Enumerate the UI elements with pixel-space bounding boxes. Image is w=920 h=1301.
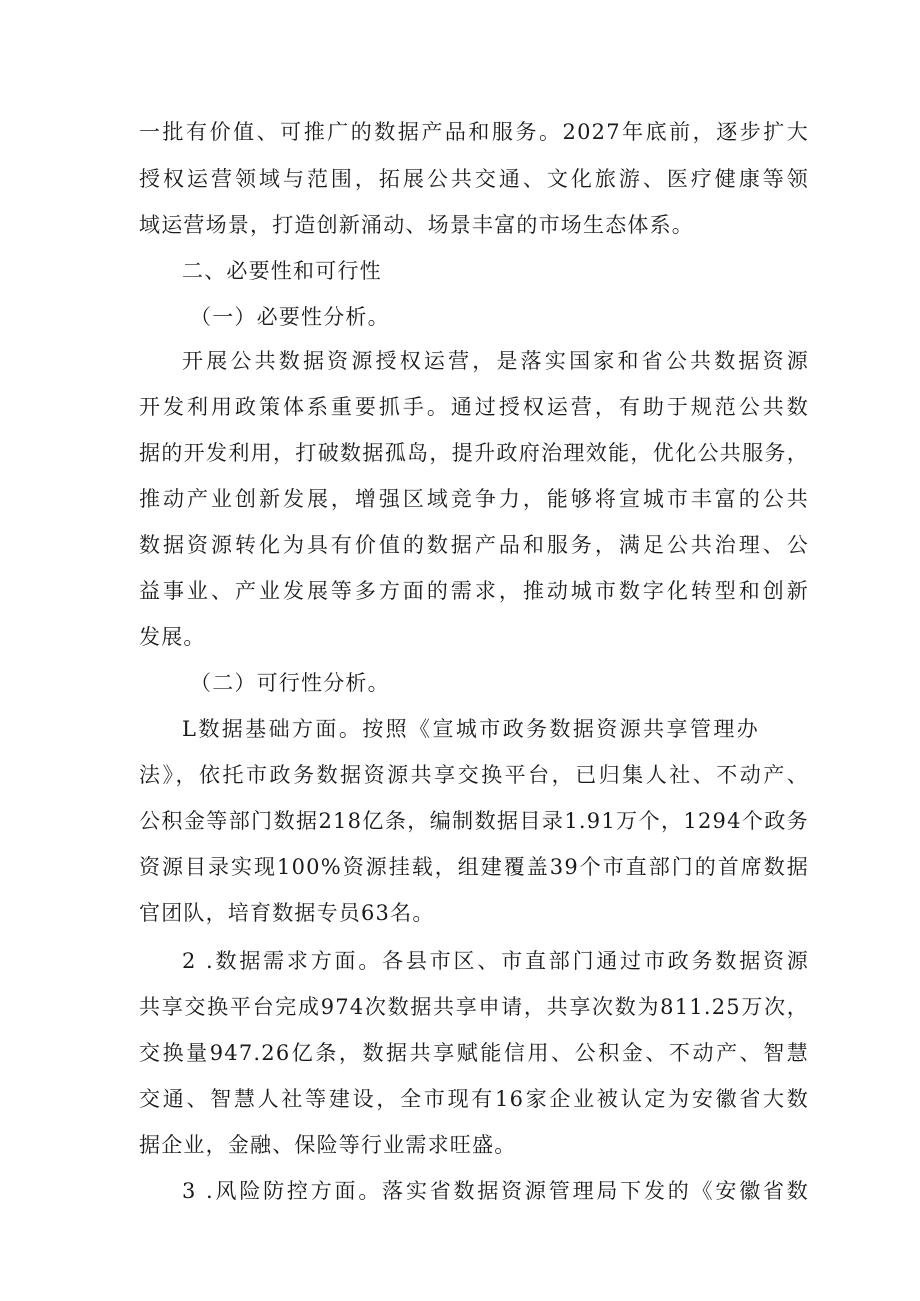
subsection-heading-2: （二）可行性分析。 [190,671,390,695]
text-line-24: 3 .风险防控方面。落实省数据资源管理局下发的《安徽省数 [182,1179,809,1203]
text-line-8: 据的开发利用，打破数据孤岛，提升政府治理效能，优化公共服务， [139,441,809,465]
section-heading-2: 二、必要性和可行性 [182,259,382,283]
text-line-17: 资源目录实现100%资源挂载，组建覆盖39个市直部门的首席数据 [139,855,809,879]
text-line-19: 2 .数据需求方面。各县市区、市直部门通过市政务数据资源 [182,949,809,973]
text-line-22: 交通、智慧人社等建设，全市现有16家企业被认定为安徽省大数 [139,1087,809,1111]
text-line-3: 域运营场景，打造创新涌动、场景丰富的市场生态体系。 [139,213,694,237]
text-line-18: 官团队，培育数据专员63名。 [139,901,435,925]
text-line-23: 据企业，金融、保险等行业需求旺盛。 [139,1133,517,1157]
text-line-7: 开发利用政策体系重要抓手。通过授权运营，有助于规范公共数 [139,395,809,419]
text-line-1: 一批有价值、可推广的数据产品和服务。2027年底前，逐步扩大 [139,120,809,144]
text-line-15: 法》，依托市政务数据资源共享交换平台，已归集人社、不动产、 [139,763,809,787]
text-line-14: L数据基础方面。按照《宣城市政务数据资源共享管理办 [182,717,759,741]
text-line-6: 开展公共数据资源授权运营，是落实国家和省公共数据资源 [182,349,809,373]
text-line-20: 共享交换平台完成974次数据共享申请，共享次数为811.25万次， [139,995,809,1019]
text-line-12: 发展。 [139,625,206,649]
text-line-21: 交换量947.26亿条，数据共享赋能信用、公积金、不动产、智慧 [139,1041,809,1065]
text-line-2: 授权运营领域与范围，拓展公共交通、文化旅游、医疗健康等领 [139,167,809,191]
text-line-16: 公积金等部门数据218亿条，编制数据目录1.91万个，1294个政务 [139,809,809,833]
text-line-9: 推动产业创新发展，增强区域竞争力，能够将宣城市丰富的公共 [139,487,809,511]
text-line-11: 益事业、产业发展等多方面的需求，推动城市数字化转型和创新 [139,579,809,603]
subsection-heading-1: （一）必要性分析。 [190,305,390,329]
text-line-10: 数据资源转化为具有价值的数据产品和服务，满足公共治理、公 [139,533,809,557]
